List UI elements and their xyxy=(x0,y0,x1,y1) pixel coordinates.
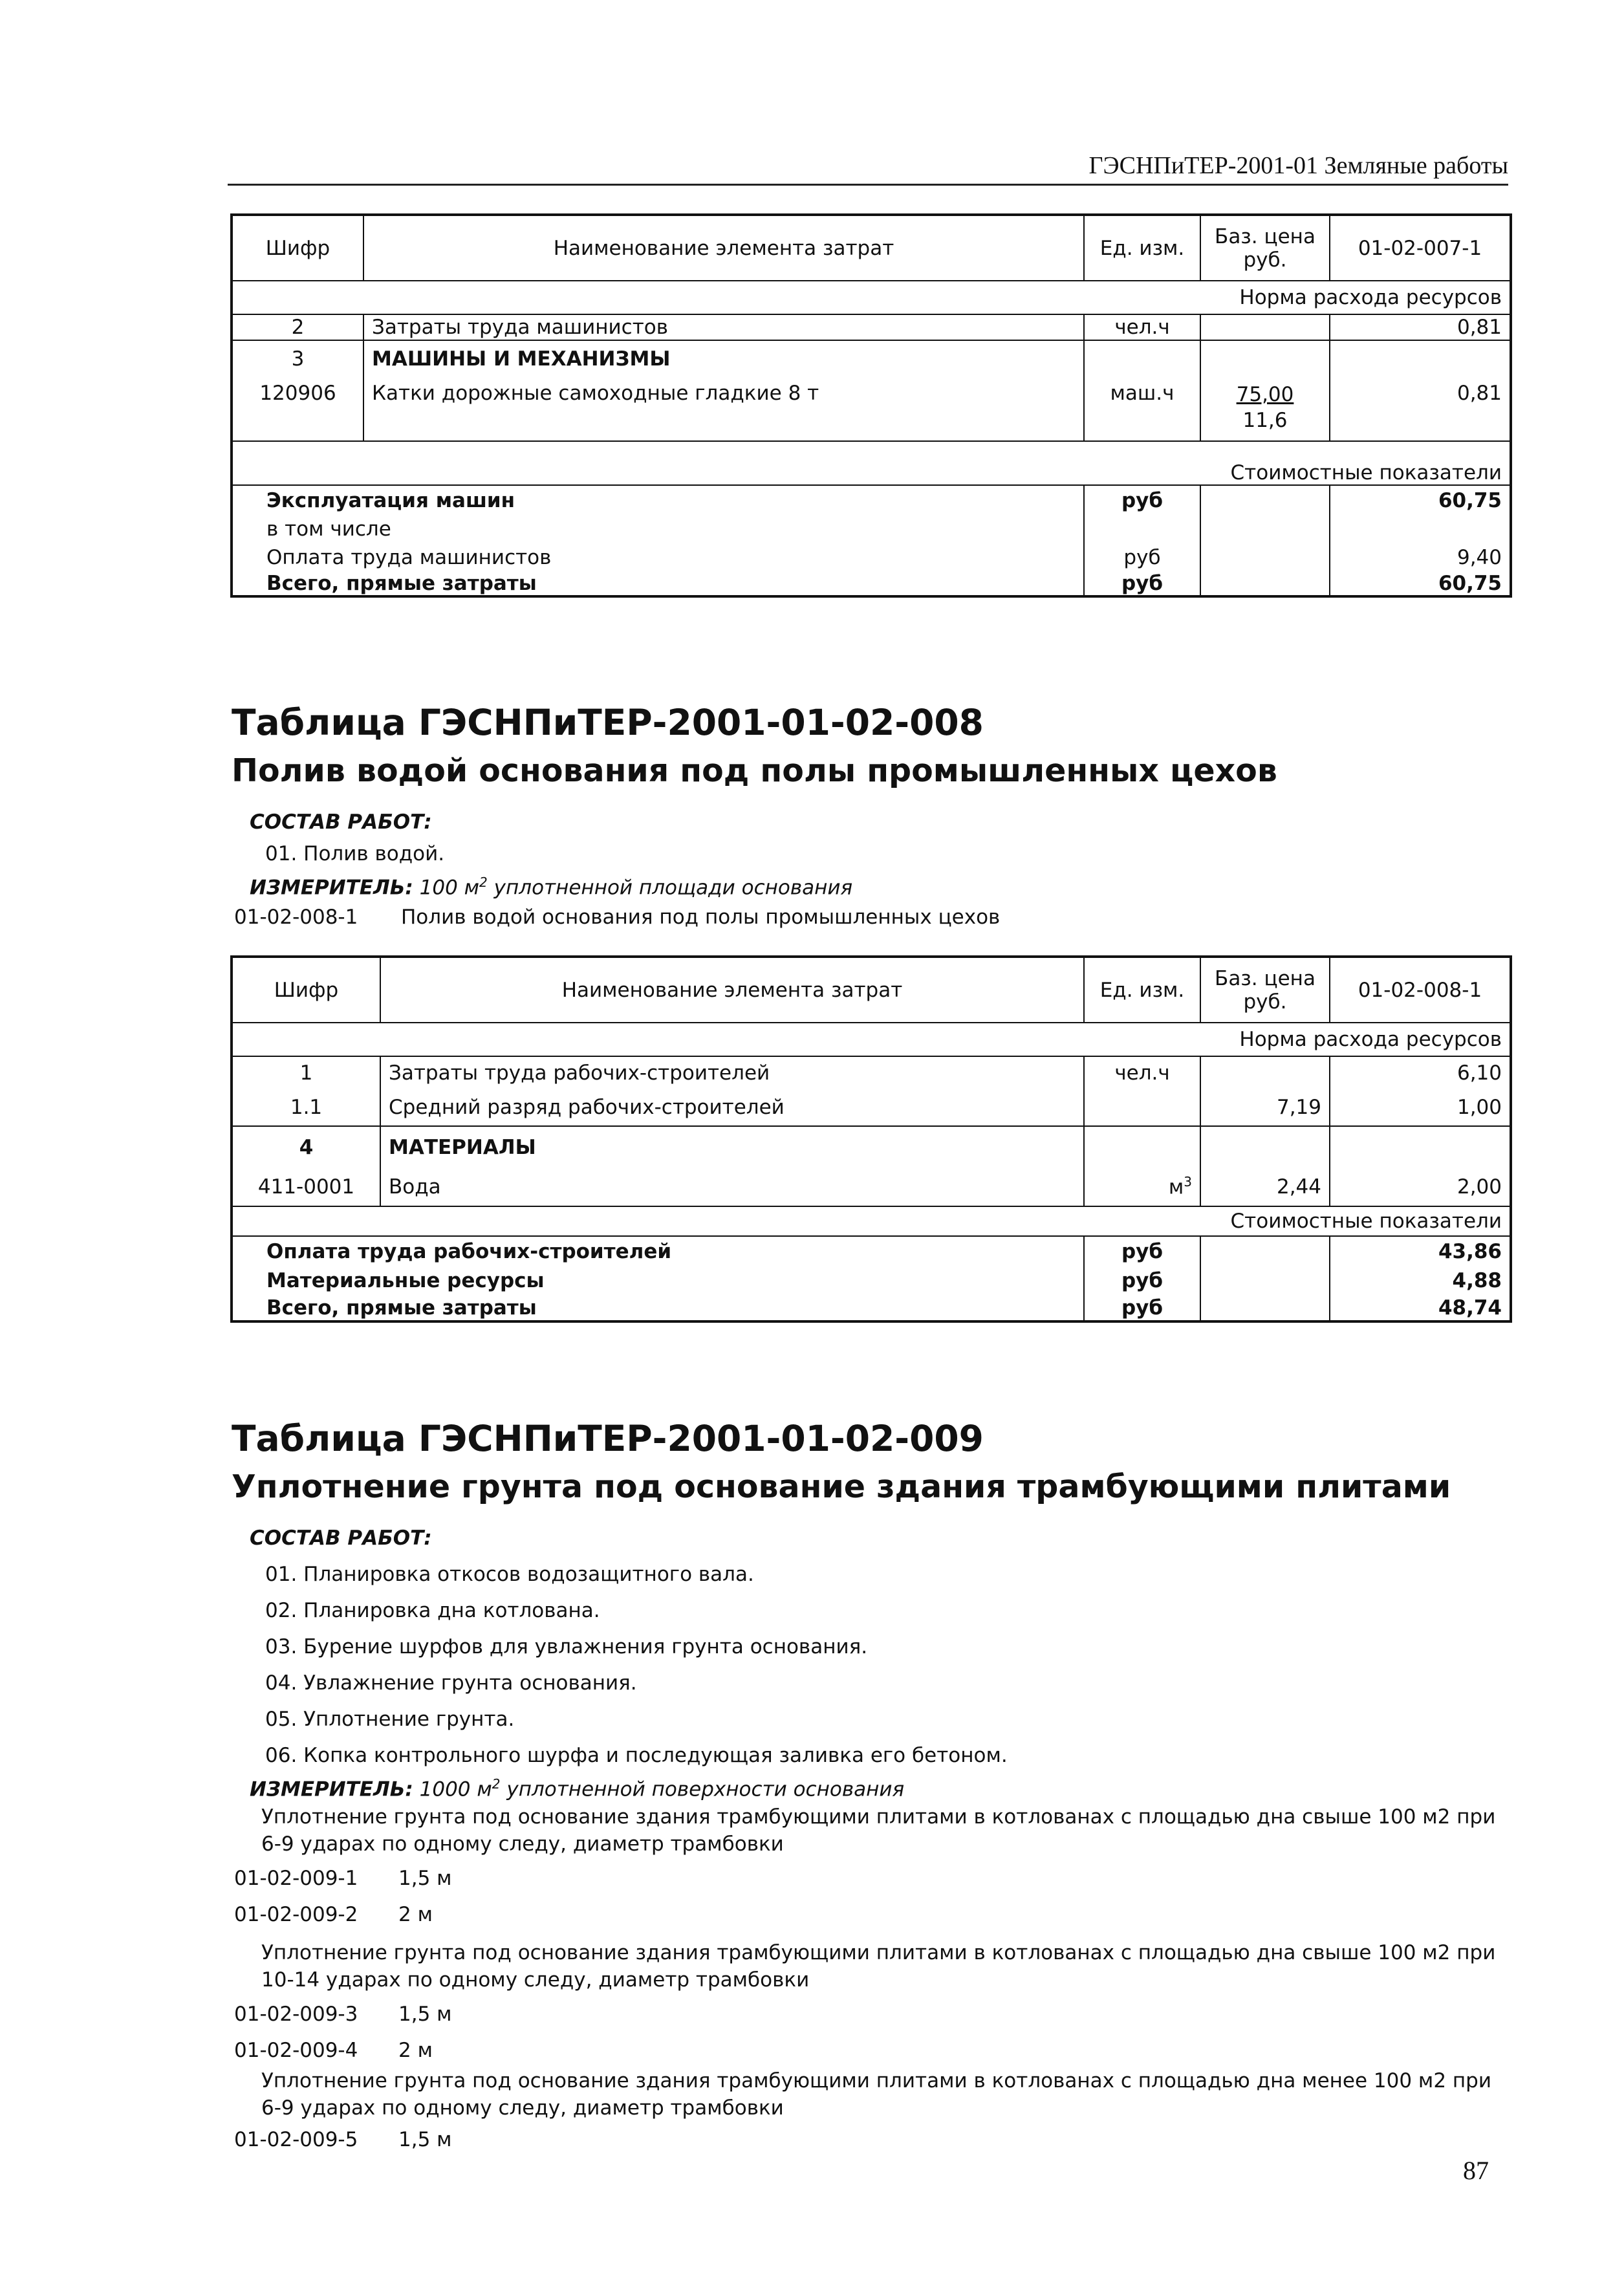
table-row xyxy=(232,376,1511,441)
measure-line xyxy=(250,875,852,899)
item-value: 1,5 м xyxy=(398,1867,452,1890)
work-item: 01. Полив водой. xyxy=(265,842,445,865)
measure-label: ИЗМЕРИТЕЛЬ: xyxy=(250,876,413,900)
total-row xyxy=(232,485,1511,515)
total-value: 60,75 xyxy=(1330,572,1511,596)
total-unit: руб xyxy=(1084,1296,1200,1321)
total-unit: руб xyxy=(1084,543,1200,572)
work-item: 06. Копка контрольного шурфа и последующая заливка его бетоном. xyxy=(265,1744,1008,1767)
column-header-price xyxy=(1200,957,1330,1023)
table-title: Таблица ГЭСНПиТЕР-2001-01-02-008 xyxy=(232,702,984,743)
table-title: Таблица ГЭСНПиТЕР-2001-01-02-009 xyxy=(232,1418,984,1459)
table-subtitle: Полив водой основания под полы промышленных цехов xyxy=(232,752,1277,789)
norm-label-row xyxy=(232,1023,1511,1056)
price-header-line1: Баз. цена xyxy=(1215,966,1315,990)
total-value: 4,88 xyxy=(1330,1266,1511,1296)
row-price xyxy=(1200,314,1330,340)
row-unit xyxy=(1084,1089,1200,1126)
column-header-code: Шифр xyxy=(232,215,363,281)
table-row xyxy=(232,340,1511,376)
item-value: 2 м xyxy=(398,2039,433,2062)
total-value: 60,75 xyxy=(1330,485,1511,515)
total-value: 9,40 xyxy=(1330,543,1511,572)
item-value: 1,5 м xyxy=(398,2003,452,2026)
row-price xyxy=(1200,1056,1330,1089)
row-section-name: МАШИНЫ И МЕХАНИЗМЫ xyxy=(363,340,1084,376)
resource-table-008 xyxy=(230,955,1512,1323)
table-row xyxy=(232,1089,1511,1126)
group-description: Уплотнение грунта под основание здания трамбующими плитами в котлованах с площадью дна свыше 100 м2 при 10-14 ударах по одному следу, диаметр трамбовки xyxy=(261,1941,1496,1992)
column-header-code: Шифр xyxy=(232,957,380,1023)
norm-code-header: 01-02-008-1 xyxy=(1330,957,1511,1023)
price-header-line2: руб. xyxy=(1243,248,1287,272)
total-value: 48,74 xyxy=(1330,1296,1511,1321)
row-price: 7,19 xyxy=(1200,1089,1330,1126)
item-code: 01-02-009-2 xyxy=(234,1903,358,1926)
total-name: Оплата труда рабочих-строителей xyxy=(266,1239,672,1263)
table-subtitle: Уплотнение грунта под основание здания трамбующими плитами xyxy=(232,1468,1451,1505)
price-header-line2: руб. xyxy=(1243,990,1287,1014)
column-header-unit: Ед. изм. xyxy=(1084,957,1200,1023)
item-value: 2 м xyxy=(398,1903,433,1926)
cost-label-row xyxy=(232,1206,1511,1236)
table-row xyxy=(232,1056,1511,1089)
measure-sup: 2 xyxy=(492,1776,501,1792)
total-name: Эксплуатация машин xyxy=(266,488,515,512)
total-unit: руб xyxy=(1084,572,1200,596)
row-unit-sup: 3 xyxy=(1184,1174,1192,1190)
resource-table-007 xyxy=(230,213,1512,598)
total-row xyxy=(232,515,1511,543)
item-code: 01-02-009-1 xyxy=(234,1867,358,1890)
row-value: 0,81 xyxy=(1330,376,1511,441)
row-unit: чел.ч xyxy=(1084,1056,1200,1089)
total-unit: руб xyxy=(1084,1266,1200,1296)
total-row xyxy=(232,1236,1511,1266)
row-section-name: МАТЕРИАЛЫ xyxy=(380,1126,1084,1168)
work-item: 01. Планировка откосов водозащитного вала. xyxy=(265,1563,754,1586)
item-code: 01-02-009-3 xyxy=(234,2003,358,2026)
row-price-top: 75,00 xyxy=(1236,383,1294,406)
measure-label: ИЗМЕРИТЕЛЬ: xyxy=(250,1777,413,1801)
row-unit: маш.ч xyxy=(1084,376,1200,441)
measure-sup: 2 xyxy=(479,875,488,890)
item-code: 01-02-009-4 xyxy=(234,2039,358,2062)
row-unit: чел.ч xyxy=(1084,314,1200,340)
row-name: Средний разряд рабочих-строителей xyxy=(380,1089,1084,1126)
row-code: 411-0001 xyxy=(257,1175,355,1199)
table-row xyxy=(232,1168,1511,1206)
column-header-price xyxy=(1200,215,1330,281)
total-row xyxy=(232,543,1511,572)
total-name: Всего, прямые затраты xyxy=(266,572,537,595)
running-header-title: ГЭСНПиТЕР-2001-01 Земляные работы xyxy=(1088,152,1508,179)
norm-label: Норма расхода ресурсов xyxy=(232,281,1511,314)
row-name: Вода xyxy=(380,1168,1084,1206)
running-header xyxy=(228,147,1508,186)
group-description: Уплотнение грунта под основание здания трамбующими плитами в котлованах с площадью дна менее 100 м2 при 6-9 ударах по одному следу, диаметр трамбовки xyxy=(261,2069,1491,2120)
total-name: Материальные ресурсы xyxy=(266,1269,545,1292)
total-row xyxy=(232,1296,1511,1321)
item-text: Полив водой основания под полы промышленных цехов xyxy=(401,906,1001,929)
cost-label-row xyxy=(232,441,1511,485)
row-price: 2,44 xyxy=(1200,1168,1330,1206)
work-item: 02. Планировка дна котлована. xyxy=(265,1599,600,1622)
row-code: 120906 xyxy=(259,382,336,405)
row-code: 1.1 xyxy=(290,1095,323,1119)
work-item: 05. Уплотнение грунта. xyxy=(265,1708,515,1731)
norm-label-row xyxy=(232,281,1511,314)
row-value: 2,00 xyxy=(1330,1168,1511,1206)
group-description: Уплотнение грунта под основание здания трамбующими плитами в котлованах с площадью дна свыше 100 м2 при 6-9 ударах по одному следу, диаметр трамбовки xyxy=(261,1805,1496,1856)
item-code: 01-02-009-5 xyxy=(234,2128,358,2151)
total-name: Всего, прямые затраты xyxy=(266,1296,537,1320)
row-price-bottom: 11,6 xyxy=(1242,409,1288,432)
row-code: 3 xyxy=(232,340,363,376)
norm-code-header: 01-02-007-1 xyxy=(1330,215,1511,281)
row-code: 2 xyxy=(291,316,305,339)
table-row xyxy=(232,314,1511,340)
table-header-row xyxy=(232,957,1511,1023)
row-name: Катки дорожные самоходные гладкие 8 т xyxy=(363,376,1084,441)
row-price xyxy=(1200,376,1330,441)
item-code: 01-02-008-1 xyxy=(234,906,358,929)
measure-value: 1000 м xyxy=(419,1777,492,1801)
row-value: 0,81 xyxy=(1330,314,1511,340)
measure-text: уплотненной поверхности основания xyxy=(500,1777,905,1801)
row-value: 1,00 xyxy=(1330,1089,1511,1126)
total-name: Оплата труда машинистов xyxy=(266,546,552,569)
column-header-name: Наименование элемента затрат xyxy=(380,957,1084,1023)
norm-label: Норма расхода ресурсов xyxy=(232,1023,1511,1056)
total-row xyxy=(232,1266,1511,1296)
works-label: СОСТАВ РАБОТ: xyxy=(250,1527,432,1550)
cost-label: Стоимостные показатели xyxy=(232,1206,1511,1236)
column-header-name: Наименование элемента затрат xyxy=(363,215,1084,281)
total-unit: руб xyxy=(1084,1236,1200,1266)
works-label: СОСТАВ РАБОТ: xyxy=(250,810,432,834)
row-code: 4 xyxy=(232,1126,380,1168)
total-unit: руб xyxy=(1084,485,1200,515)
row-code: 1 xyxy=(299,1061,313,1085)
measure-value: 100 м xyxy=(419,876,480,900)
row-name: Затраты труда машинистов xyxy=(363,314,1084,340)
measure-text: уплотненной площади основания xyxy=(487,876,853,900)
total-value: 43,86 xyxy=(1330,1236,1511,1266)
row-value: 6,10 xyxy=(1330,1056,1511,1089)
work-item: 04. Увлажнение грунта основания. xyxy=(265,1671,637,1695)
table-header-row xyxy=(232,215,1511,281)
row-unit xyxy=(1084,1168,1200,1206)
page-number: 87 xyxy=(1463,2156,1489,2185)
total-name: в том числе xyxy=(266,517,391,541)
total-row xyxy=(232,572,1511,596)
column-header-unit: Ед. изм. xyxy=(1084,215,1200,281)
cost-label: Стоимостные показатели xyxy=(232,441,1511,485)
row-name: Затраты труда рабочих-строителей xyxy=(380,1056,1084,1089)
table-row xyxy=(232,1126,1511,1168)
measure-line xyxy=(250,1776,904,1801)
row-unit-text: м xyxy=(1168,1175,1184,1199)
item-value: 1,5 м xyxy=(398,2128,452,2151)
price-header-line1: Баз. цена xyxy=(1215,224,1315,248)
work-item: 03. Бурение шурфов для увлажнения грунта основания. xyxy=(265,1635,868,1658)
